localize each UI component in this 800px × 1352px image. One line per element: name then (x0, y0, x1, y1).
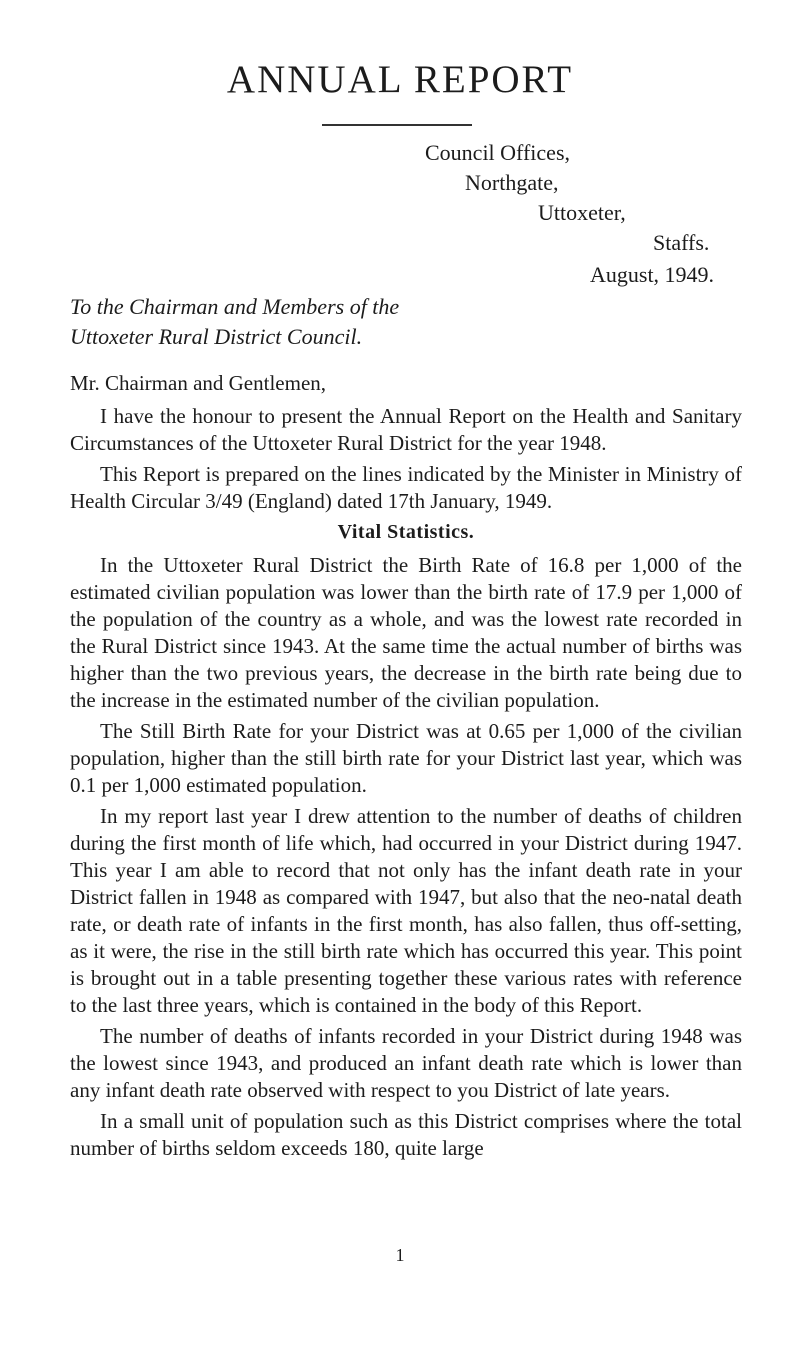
addressee-line-2: Uttoxeter Rural District Council. (70, 324, 363, 349)
paragraph-intro-2: This Report is prepared on the lines indicated by the Minister in Ministry of Health Circular 3/49 (England) dated 17th January, 1949. (70, 462, 742, 513)
paragraph-vital-4: The number of deaths of infants recorded in your District during 1948 was the lowest since 1943, and produced an infant death rate which is lower than any infant death rate observed with respect to you District of late years. (70, 1024, 742, 1102)
salutation: Mr. Chairman and Gentlemen, (70, 371, 327, 395)
paragraph-vital-2: The Still Birth Rate for your District was at 0.65 per 1,000 of the civilian population, higher than the still birth rate for your District last year, which was 0.1 per 1,000 estimated population. (70, 719, 742, 797)
address-line-4: Staffs. (653, 230, 710, 255)
paragraph-vital-3: In my report last year I drew attention to the number of deaths of children during the first month of life which, had occurred in your District during 1947. This year I am able to record that not only has the infant death rate in your District fallen in 1948 as compared with 1947, but also that the neo-natal death rate, or death rate of infants in the first month, has also fallen, thus off-setting, as it were, the rise in the still birth rate which has occurred this year. This point is brought out in a table presenting together these various rates with reference to the last three years, which is contained in the body of this Report. (70, 804, 742, 1017)
section-heading: Vital Statistics. (337, 521, 475, 543)
address-line-3: Uttoxeter, (538, 200, 626, 225)
address-line-2: Northgate, (465, 170, 559, 195)
letter-date: August, 1949. (590, 262, 715, 287)
page-number: 1 (395, 1245, 405, 1265)
letter-body (70, 370, 742, 1166)
paragraph-vital-1: In the Uttoxeter Rural District the Birth Rate of 16.8 per 1,000 of the estimated civilian population was lower than the birth rate of 17.9 per 1,000 of the population of the country as a whole, and was the lowest rate recorded in the Rural District since 1943. At the same time the actual number of births was higher than the two previous years, the decrease in the birth rate being due to the increase in the estimated number of the civilian population. (70, 553, 742, 712)
paragraph-intro-1: I have the honour to present the Annual Report on the Health and Sanitary Circumstances of the Uttoxeter Rural District for the year 1948. (70, 404, 742, 455)
title-underline (322, 124, 472, 126)
report-title: ANNUAL REPORT (226, 58, 574, 101)
addressee-block (70, 292, 399, 352)
address-line-1: Council Offices, (425, 140, 571, 165)
paragraph-vital-5: In a small unit of population such as this District comprises where the total number of births seldom exceeds 180, quite large (70, 1109, 742, 1160)
addressee-line-1: To the Chairman and Members of the (70, 294, 400, 319)
